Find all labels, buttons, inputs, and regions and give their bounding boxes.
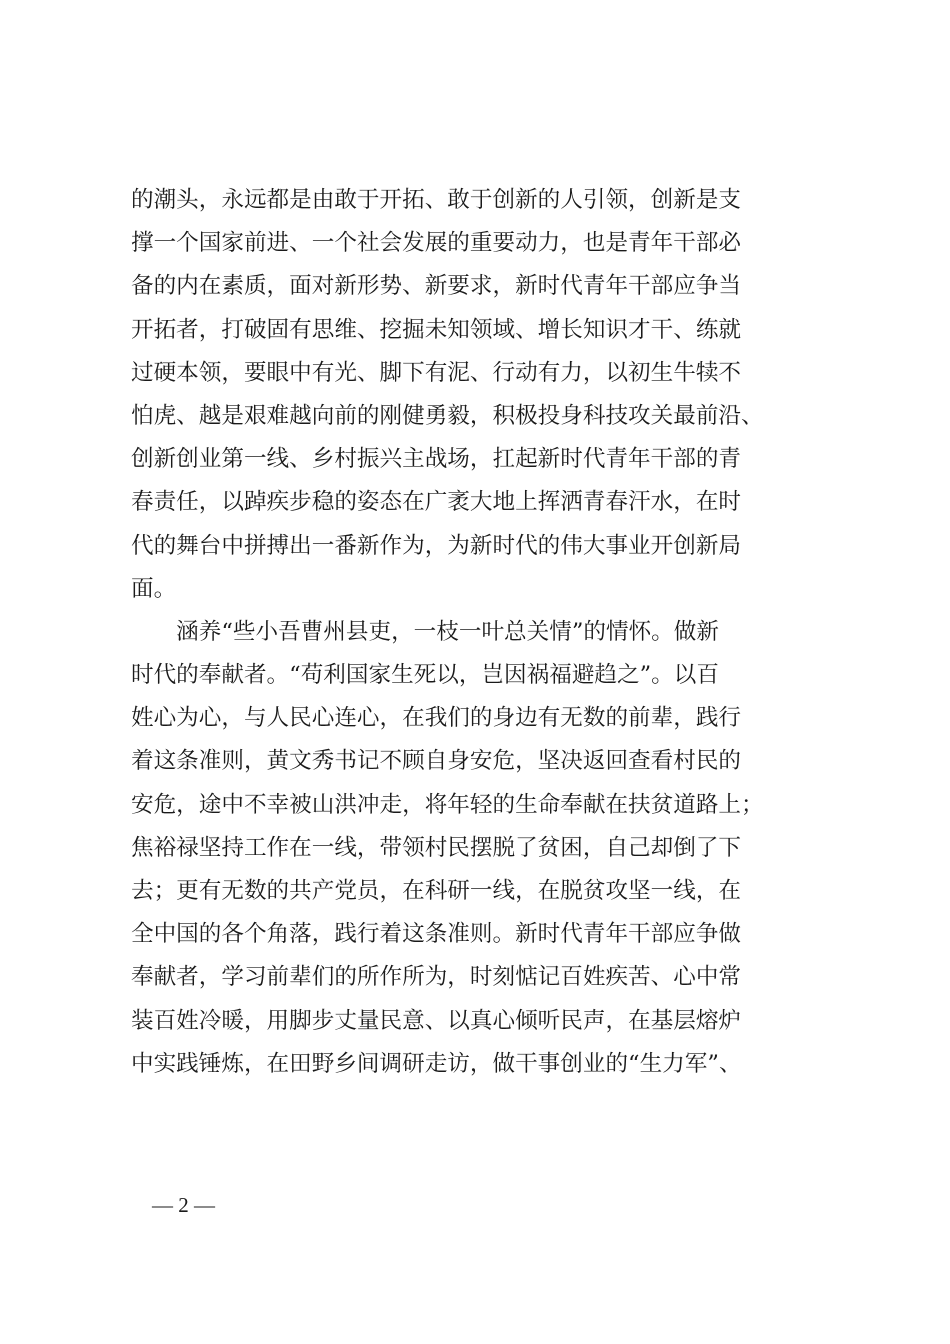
text-line: 春责任，以踔疾步稳的姿态在广袤大地上挥洒青春汗水，在时 [131, 489, 742, 516]
text-line: 面。 [131, 575, 177, 602]
page-number: — 2 — [152, 1193, 215, 1217]
text-line: 安危，途中不幸被山洪冲走，将年轻的生命奉献在扶贫道路上； [131, 791, 764, 818]
text-line: 撑一个国家前进、一个社会发展的重要动力，也是青年干部必 [131, 230, 742, 257]
text-line: 全中国的各个角落，践行着这条准则。新时代青年干部应争做 [131, 921, 742, 948]
text-line: 着这条准则，黄文秀书记不顾自身安危，坚决返回查看村民的 [131, 748, 742, 775]
text-line: 时代的奉献者。“苟利国家生死以，岂因祸福避趋之”。以百 [131, 662, 719, 689]
text-line: 开拓者，打破固有思维、挖掘未知领域、增长知识才干、练就 [131, 316, 742, 343]
text-line: 奉献者，学习前辈们的所作所为，时刻惦记百姓疾苦、心中常 [131, 964, 742, 991]
text-line: 装百姓冷暖，用脚步丈量民意、以真心倾听民声，在基层熔炉 [131, 1007, 742, 1034]
text-line: 姓心为心，与人民心连心，在我们的身边有无数的前辈，践行 [131, 705, 742, 732]
text-line: 去；更有无数的共产党员，在科研一线，在脱贫攻坚一线，在 [131, 878, 742, 904]
text-line: 过硬本领，要眼中有光、脚下有泥、行动有力，以初生牛犊不 [131, 359, 742, 386]
body-text [131, 179, 831, 1086]
text-line: 的潮头，永远都是由敢于开拓、敢于创新的人引领，创新是支 [131, 187, 742, 213]
text-line: 中实践锤炼，在田野乡间调研走访，做干事创业的“生力军”、 [131, 1050, 742, 1077]
text-line: 怕虎、越是艰难越向前的刚健勇毅，积极投身科技攻关最前沿、 [131, 402, 764, 429]
text-line: 代的舞台中拼搏出一番新作为，为新时代的伟大事业开创新局 [131, 532, 742, 559]
text-line: 创新创业第一线、乡村振兴主战场，扛起新时代青年干部的青 [131, 446, 742, 473]
text-line: 备的内在素质，面对新形势、新要求，新时代青年干部应争当 [131, 273, 742, 300]
text-line: 焦裕禄坚持工作在一线，带领村民摆脱了贫困，自己却倒了下 [131, 834, 742, 861]
text-line: 涵养“些小吾曹州县吏，一枝一叶总关情”的情怀。做新 [131, 618, 719, 645]
